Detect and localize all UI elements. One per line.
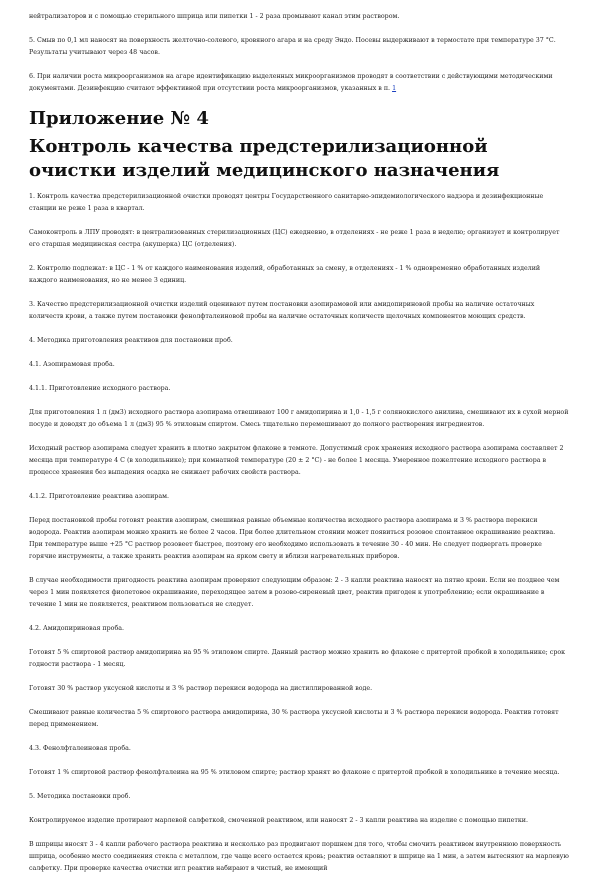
body-paragraph: Самоконтроль в ЛПУ проводят: в централизованных стерилизационных (ЦС) ежедневно, в отделениях - не реже 1 раза в неделю; организует и контролирует его старшая медицинская сестра (акушерка) ЦС (отделения). xyxy=(29,229,560,248)
body-paragraph: Готовят 30 % раствор уксусной кислоты и 3 % раствор перекиси водорода на дистиллированной воде. xyxy=(29,685,373,692)
body-paragraph: Исходный раствор азопирама следует хранить в плотно закрытом флаконе в темноте. Допустимый срок хранения исходного раствора азопирама составляет 2 месяца при температуре 4 С (в холодильнике); при комнатной температуре (20 ± 2 °С) - не более 1 месяца. Умеренное пожелтение исходного раствора в процессе хранения без выпадения осадка не снижает рабочих свойств раствора. xyxy=(29,445,564,476)
body-paragraph: Готовят 5 % спиртовой раствор амидопирина на 95 % этиловом спирте. Данный раствор можно хранить во флаконе с притертой пробкой в холодильнике; срок годности раствора - 1 месяц. xyxy=(29,649,566,668)
body-paragraph: 3. Качество предстерилизационной очистки изделий оценивают путем постановки азопирамовой или амидопириновой пробы на наличие остаточных количеств крови, а также путем постановки фенолфталеиновой пробы на наличие остаточных количеств щелочных компонентов моющих средств. xyxy=(29,301,535,320)
intro-paragraph: 5. Смыв по 0,1 мл наносят на поверхность желточно-солевого, кровяного агара и на среду Эндо. Посевы выдерживают в термостате при температуре 37 °С. Результаты учитывают через 48 часов. xyxy=(29,37,556,56)
section-heading: 4.1. Азопирамовая проба. xyxy=(29,361,115,368)
document-content xyxy=(29,11,569,887)
section-heading: 4.1.2. Приготовление реактива азопирам. xyxy=(29,493,169,500)
document-title: Контроль качества предстерилизационной очистки изделий медицинского назначения xyxy=(29,136,500,181)
body-paragraph: Смешивают равные количества 5 % спиртового раствора амидопирина, 30 % раствора уксусной кислоты и 3 % раствора перекиси водорода. Реактив готовят перед применением. xyxy=(29,709,559,728)
body-paragraph: 1. Контроль качества предстерилизационной очистки проводят центры Государственного санитарно-эпидемиологического надзора и дезинфекционные станции не реже 1 раза в квартал. xyxy=(29,193,544,212)
section-heading: 4. Методика приготовления реактивов для постановки проб. xyxy=(29,337,233,344)
section-heading: 4.1.1. Приготовление исходного раствора. xyxy=(29,385,171,392)
body-paragraph: В шприцы вносят 3 - 4 капли рабочего раствора реактива и несколько раз продвигают поршнем для того, чтобы смочить реактивом внутреннюю поверхность шприца, особенно место соединения стекла с металлом, где чаще всего остается кровь; реактив оставляют в шприце на 1 мин, а затем вытесняют на марлевую салфетку. При проверке качества очистки игл реактив набирают в чистый, не имеющий xyxy=(29,841,569,872)
body-paragraph: Перед постановкой пробы готовят реактив азопирам, смешивая равные объемные количества исходного раствора азопирама и 3 % раствора перекиси водорода. Реактив азопирам можно хранить не более 2 часов. При более длительном стоянии может появиться розовое спонтанное окрашивание реактива. При температуре выше +25 °С раствор розовеет быстрее, поэтому его необходимо использовать в течение 30 - 40 мин. Не следует подвергать проверке горячие инструменты, а также хранить реактив азопирам на ярком свету и вблизи нагревательных приборов. xyxy=(29,517,556,560)
body-paragraph: Для приготовления 1 л (дм3) исходного раствора азопирама отвешивают 100 г амидопирина и 1,0 - 1,5 г солянокислого анилина, смешивают их в сухой мерной посуде и доводят до объема 1 л (дм3) 95 % этиловым спиртом. Смесь тщательно перемешивают до полного растворения ингредиентов. xyxy=(29,409,569,428)
body-paragraph: В случае необходимости пригодность реактива азопирам проверяют следующим образом: 2 - 3 капли реактива наносят на пятно крови. Если не позднее чем через 1 мин появляется фиолетовое окрашивание, переходящее затем в розово-сиреневый цвет, реактив пригоден к употреблению; если окрашивание в течение 1 мин не появляется, реактивом пользоваться не следует. xyxy=(29,577,560,608)
body-paragraph: Готовят 1 % спиртовой раствор фенолфталеина на 95 % этиловом спирте; раствор хранят во флаконе с притертой пробкой в холодильнике в течение месяца. xyxy=(29,769,560,776)
intro-paragraph: нейтрализаторов и с помощью стерильного шприца или пипетки 1 - 2 раза промывают канал этим раствором. xyxy=(29,13,400,20)
body-paragraph: 2. Контролю подлежат: в ЦС - 1 % от каждого наименования изделий, обработанных за смену, в отделениях - 1 % одновременно обработанных изделий каждого наименования, но не менее 3 единиц. xyxy=(29,265,541,284)
appendix-heading: Приложение № 4 xyxy=(29,108,209,129)
intro-paragraph xyxy=(29,71,569,95)
intro-paragraph-text: 6. При наличии роста микроорганизмов на агаре идентификацию выделенных микроорганизмов проводят в соответствии с действующими методическими документами. Дезинфекцию считают эффективной при отсутствии роста микроорганизмов, указанных в п. xyxy=(29,73,553,92)
section-heading: 5. Методика постановки проб. xyxy=(29,793,131,800)
section-heading: 4.2. Амидопириновая проба. xyxy=(29,625,124,632)
body-paragraph: Контролируемое изделие протирают марлевой салфеткой, смоченной реактивом, или наносят 2 - 3 капли реактива на изделие с помощью пипетки. xyxy=(29,817,528,824)
footnote-link[interactable]: 1 xyxy=(392,85,397,92)
section-heading: 4.3. Фенолфталеиновая проба. xyxy=(29,745,131,752)
